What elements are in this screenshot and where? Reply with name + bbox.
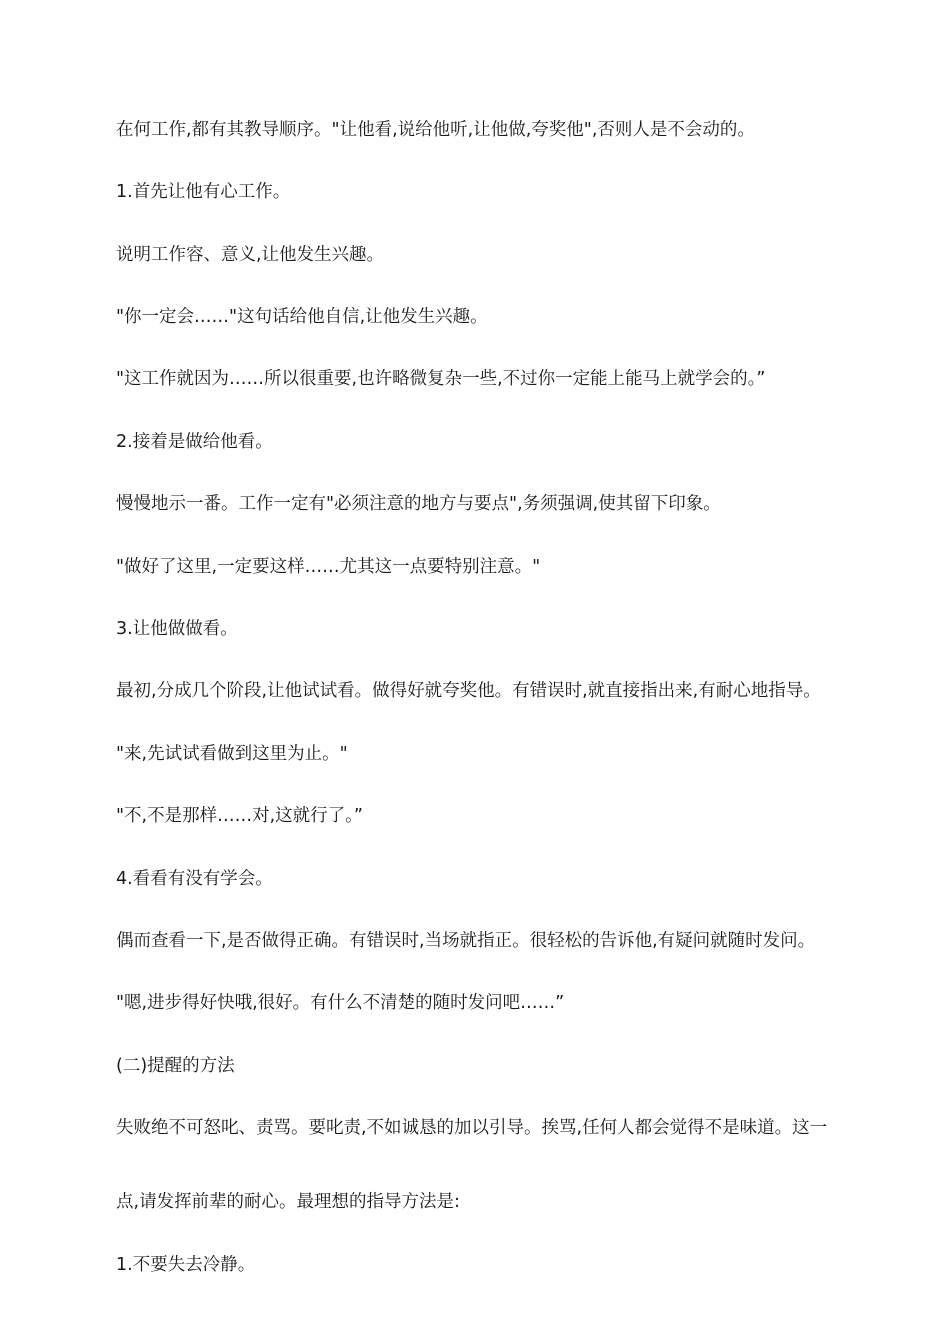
paragraph-no-scolding: 失败绝不可怒叱、责骂。要叱责,不如诚恳的加以引导。挨骂,任何人都会觉得不是味道。这一 <box>116 1117 828 1138</box>
paragraph-teaching-order: 在何工作,都有其教导顺序。"让他看,说给他听,让他做,夸奖他",否则人是不会动的。 <box>116 119 755 140</box>
step-2-heading: 2.接着是做给他看。 <box>116 431 273 452</box>
step-1-heading: 1.首先让他有心工作。 <box>116 181 291 202</box>
quote-work-important: "这工作就因为……所以很重要,也许略微复杂一些,不过你一定能上能马上就学会的。” <box>116 368 766 389</box>
step-3-heading: 3.让他做做看。 <box>116 618 238 639</box>
step-4-heading: 4.看看有没有学会。 <box>116 868 273 889</box>
quote-pay-attention: "做好了这里,一定要这样……尤其这一点要特别注意。" <box>116 556 541 577</box>
quote-not-like-that: "不,不是那样……对,这就行了。” <box>116 805 363 826</box>
paragraph-explain-work: 说明工作容、意义,让他发生兴趣。 <box>116 244 385 265</box>
item-1-stay-calm: 1.不要失去冷静。 <box>116 1254 256 1275</box>
quote-you-can-do-it: "你一定会……"这句话给他自信,让他发生兴趣。 <box>116 306 488 327</box>
paragraph-check-progress: 偶而查看一下,是否做得正确。有错误时,当场就指正。很轻松的告诉他,有疑问就随时发问。 <box>116 930 816 951</box>
paragraph-let-him-try: 最初,分成几个阶段,让他试试看。做得好就夸奖他。有错误时,就直接指出来,有耐心地指导。 <box>116 680 821 701</box>
quote-good-progress: "嗯,进步得好快哦,很好。有什么不清楚的随时发问吧……” <box>116 992 565 1013</box>
paragraph-patience: 点,请发挥前辈的耐心。最理想的指导方法是: <box>116 1191 460 1212</box>
section-heading-reminder-method: (二)提醒的方法 <box>116 1055 235 1076</box>
quote-try-until-here: "来,先试试看做到这里为止。" <box>116 743 348 764</box>
paragraph-demonstrate: 慢慢地示一番。工作一定有"必须注意的地方与要点",务须强调,使其留下印象。 <box>116 493 721 514</box>
